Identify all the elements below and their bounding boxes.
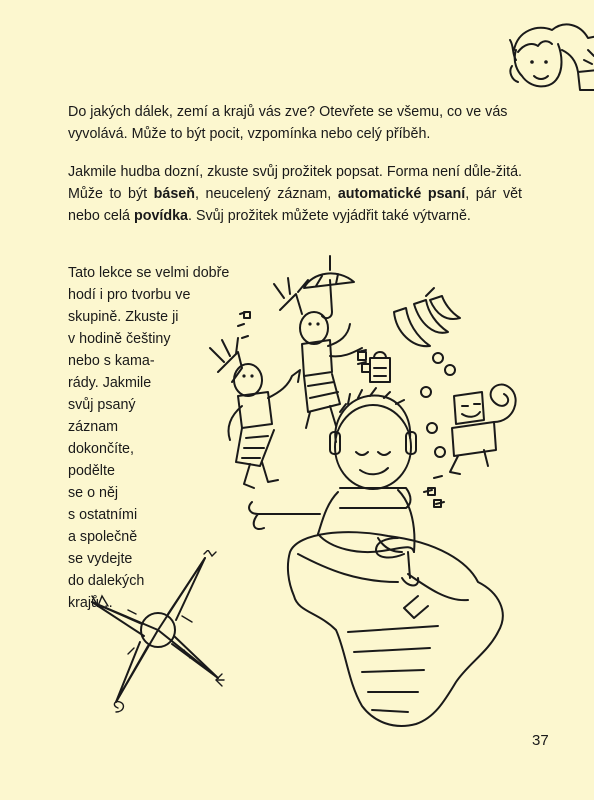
sidebar-line: záznam xyxy=(68,419,119,435)
child-on-africa-illustration xyxy=(198,252,528,732)
sidebar-line: krajů… xyxy=(68,595,114,611)
instructions-text-4: . Svůj prožitek můžete vyjádřit také výtvarně. xyxy=(188,208,471,224)
intro-paragraph xyxy=(68,101,522,145)
sidebar-line: do dalekých xyxy=(68,573,145,589)
sidebar-line: s ostatními xyxy=(68,507,138,523)
sidebar-line: dokončíte, xyxy=(68,441,134,457)
instructions-paragraph xyxy=(68,161,522,227)
instructions-text-2: , neucelený záznam, xyxy=(194,186,338,202)
bold-automaticke-psani: automatické psaní xyxy=(337,186,466,202)
sidebar-line: a společně xyxy=(68,529,138,545)
instructions-text-3: , pár vět nebo celá xyxy=(68,186,523,224)
sidebar-line: skupině. Zkuste ji xyxy=(68,309,179,325)
sidebar-line: rády. Jakmile xyxy=(68,375,152,391)
bold-povidka: povídka xyxy=(133,208,189,224)
instructions-text-1: Jakmile hudba dozní, zkuste svůj prožitek popsat. Forma není důle-žitá. Může to být xyxy=(68,164,522,202)
page-number: 37 xyxy=(532,732,549,749)
bold-basen: báseň xyxy=(153,186,195,202)
sidebar-line: se o něj xyxy=(68,485,119,501)
girl-face-icon xyxy=(508,10,594,110)
intro-line-2: vyvolává. Může to být pocit, vzpomínka nebo celý příběh. xyxy=(68,126,431,142)
sidebar-line: Tato lekce se velmi dobře xyxy=(68,265,230,281)
sidebar-line: se vydejte xyxy=(68,551,133,567)
sidebar-line: svůj psaný xyxy=(68,397,136,413)
intro-line-1: Do jakých dálek, zemí a krajů vás zve? Otevřete se všemu, co ve vás xyxy=(68,104,508,120)
sidebar-line: v hodině češtiny xyxy=(68,331,171,347)
sidebar-line: hodí i pro tvorbu ve xyxy=(68,287,191,303)
sidebar-line: nebo s kama- xyxy=(68,353,155,369)
sidebar-line: podělte xyxy=(68,463,115,479)
